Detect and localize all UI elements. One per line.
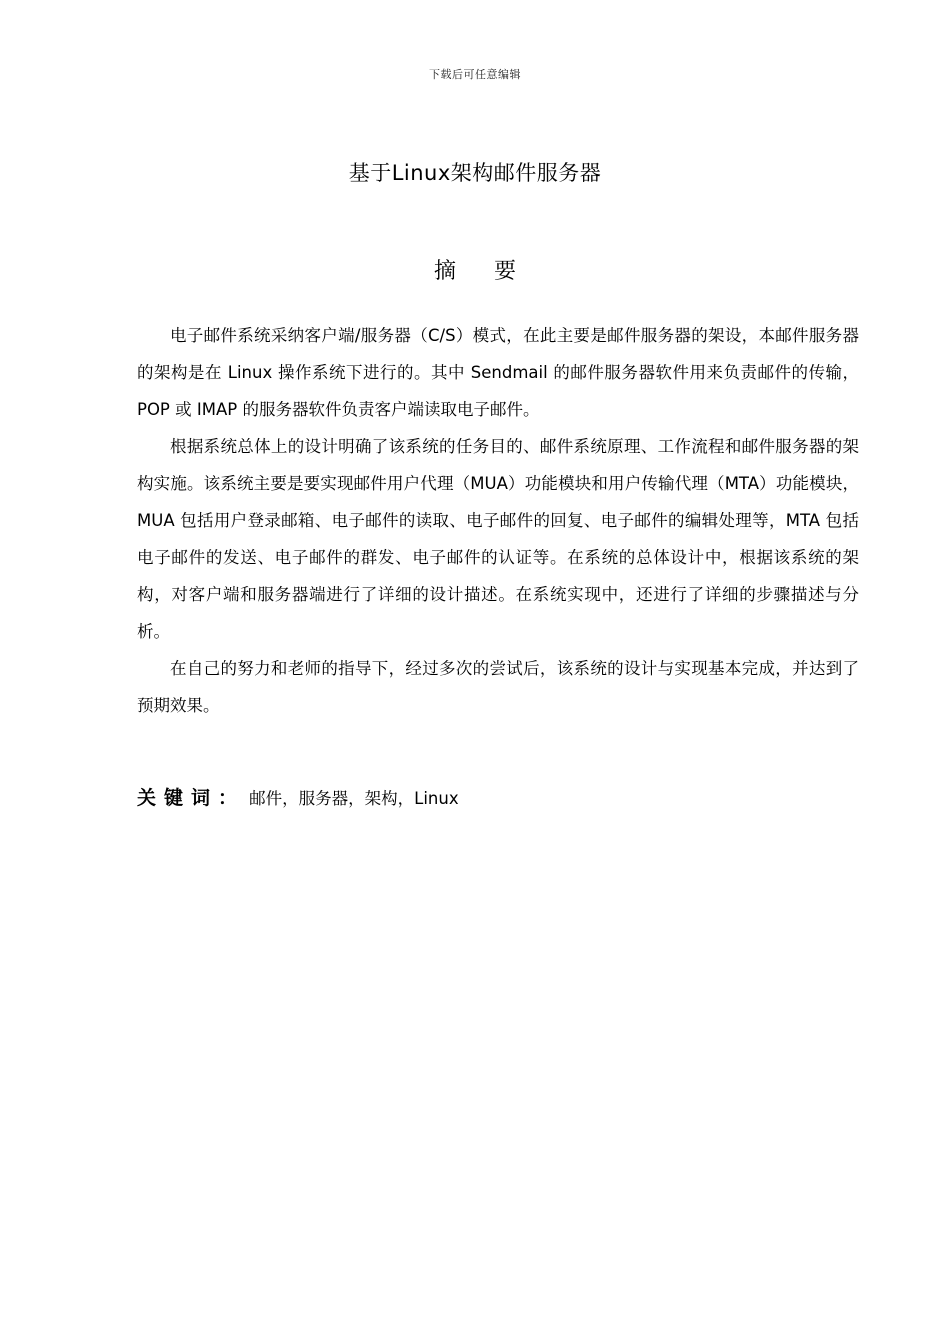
abstract-body [137, 317, 859, 724]
page-header-note: 下载后可任意编辑 [429, 68, 521, 81]
document-title: 基于Linux架构邮件服务器 [348, 161, 602, 185]
abstract-paragraph-1: 电子邮件系统采纳客户端/服务器（C/S）模式，在此主要是邮件服务器的架设，本邮件服务器的架构是在 Linux 操作系统下进行的。其中 Sendmail 的邮件服务器软件用来负责邮件的传输， POP 或 IMAP 的服务器软件负责客户端读取电子邮件。 [137, 326, 859, 419]
abstract-paragraph-2: 根据系统总体上的设计明确了该系统的任务目的、邮件系统原理、工作流程和邮件服务器的架构实施。该系统主要是要实现邮件用户代理（MUA）功能模块和用户传输代理（MTA）功能模块，MUA 包括用户登录邮箱、电子邮件的读取、电子邮件的回复、电子邮件的编辑处理等，MTA 包括电子邮件的发送、电子邮件的群发、电子邮件的认证等。在系统的总体设计中，根据该系统的架构，对客户端和服务器端进行了详细的设计描述。在系统实现中，还进行了详细的步骤描述与分析。 [137, 437, 859, 641]
abstract-paragraph-3: 在自己的努力和老师的指导下，经过多次的尝试后，该系统的设计与实现基本完成，并达到了预期效果。 [137, 659, 859, 715]
keywords-line [137, 785, 859, 812]
keywords-label: 关键词： [137, 787, 246, 809]
keywords-values: 邮件，服务器，架构，Linux [249, 789, 459, 808]
abstract-heading: 摘要 [433, 259, 554, 284]
